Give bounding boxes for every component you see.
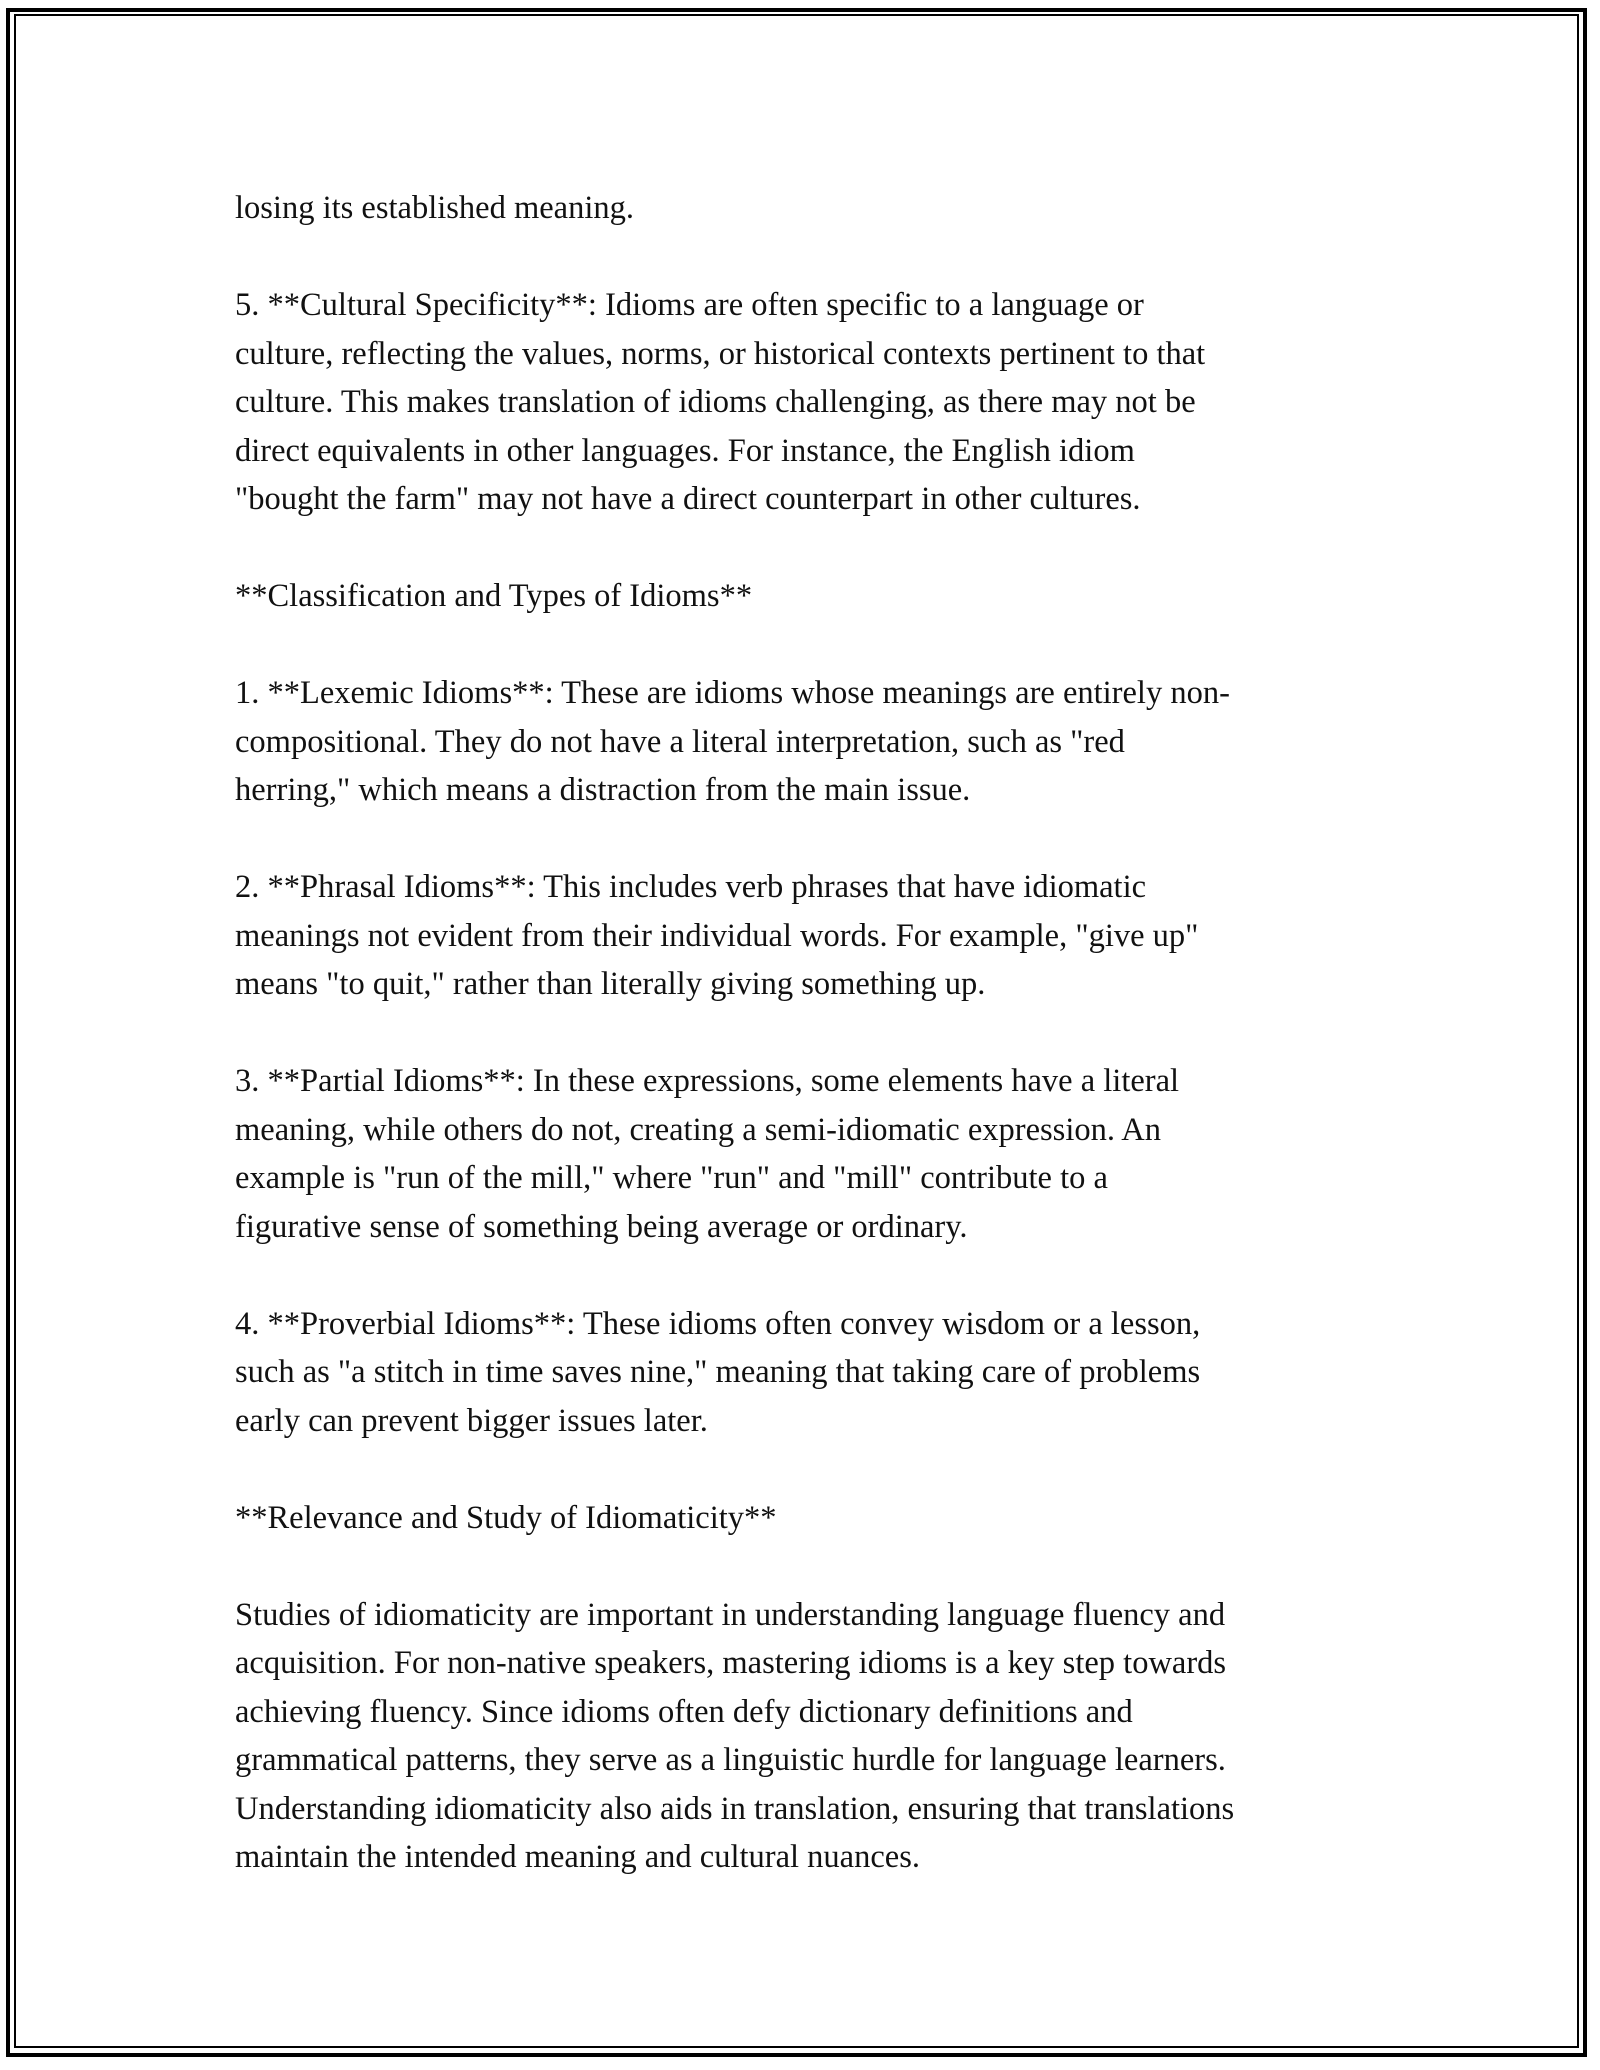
text-line: means "to quit," rather than literally giving something up.	[235, 966, 986, 1002]
text-line: **Relevance and Study of Idiomaticity**	[235, 1499, 777, 1536]
text-line: losing its established meaning.	[235, 190, 634, 226]
text-line: **Classification and Types of Idioms**	[235, 578, 753, 614]
text-line: meanings not evident from their individual words. For example, "give up"	[235, 917, 1199, 954]
paragraph-proverbial-idioms	[235, 1300, 1375, 1446]
paragraph-cultural-specificity	[235, 281, 1375, 524]
text-line: meaning, while others do not, creating a semi-idiomatic expression. An	[235, 1111, 1162, 1148]
text-line: 5. **Cultural Specificity**: Idioms are often specific to a language or	[235, 287, 1144, 323]
text-line: achieving fluency. Since idioms often defy dictionary definitions and	[235, 1693, 1133, 1730]
text-line: herring," which means a distraction from the main issue.	[235, 772, 971, 808]
text-line: Understanding idiomaticity also aids in translation, ensuring that translations	[235, 1790, 1235, 1827]
text-line: example is "run of the mill," where "run" and "mill" contribute to a	[235, 1160, 1108, 1196]
text-line: figurative sense of something being average or ordinary.	[235, 1208, 968, 1245]
paragraph-phrasal-idioms	[235, 863, 1375, 1009]
text-line: such as "a stitch in time saves nine," meaning that taking care of problems	[235, 1354, 1201, 1390]
text-line: "bought the farm" may not have a direct counterpart in other cultures.	[235, 481, 1141, 517]
section-heading-classification	[235, 572, 1375, 621]
section-heading-relevance	[235, 1494, 1375, 1543]
paragraph-partial-idioms	[235, 1057, 1375, 1251]
text-line: 2. **Phrasal Idioms**: This includes verb phrases that have idiomatic	[235, 869, 1147, 905]
text-line: culture, reflecting the values, norms, or historical contexts pertinent to that	[235, 335, 1206, 372]
text-line: acquisition. For non-native speakers, mastering idioms is a key step towards	[235, 1645, 1227, 1681]
paragraph-relevance	[235, 1591, 1375, 1882]
text-line: grammatical patterns, they serve as a linguistic hurdle for language learners.	[235, 1742, 1226, 1778]
text-line: maintain the intended meaning and cultural nuances.	[235, 1839, 920, 1875]
text-line: 1. **Lexemic Idioms**: These are idioms whose meanings are entirely non-	[235, 675, 1230, 711]
text-line: 3. **Partial Idioms**: In these expressions, some elements have a literal	[235, 1063, 1180, 1099]
text-line: direct equivalents in other languages. For instance, the English idiom	[235, 432, 1135, 469]
document-body	[235, 184, 1375, 1930]
text-line: 4. **Proverbial Idioms**: These idioms often convey wisdom or a lesson,	[235, 1305, 1201, 1342]
text-line: Studies of idiomaticity are important in understanding language fluency and	[235, 1596, 1226, 1633]
paragraph-lexemic-idioms	[235, 669, 1375, 815]
text-line: culture. This makes translation of idioms challenging, as there may not be	[235, 384, 1196, 420]
paragraph-continuation	[235, 184, 1375, 233]
text-line: early can prevent bigger issues later.	[235, 1402, 708, 1439]
text-line: compositional. They do not have a literal interpretation, such as "red	[235, 723, 1125, 760]
